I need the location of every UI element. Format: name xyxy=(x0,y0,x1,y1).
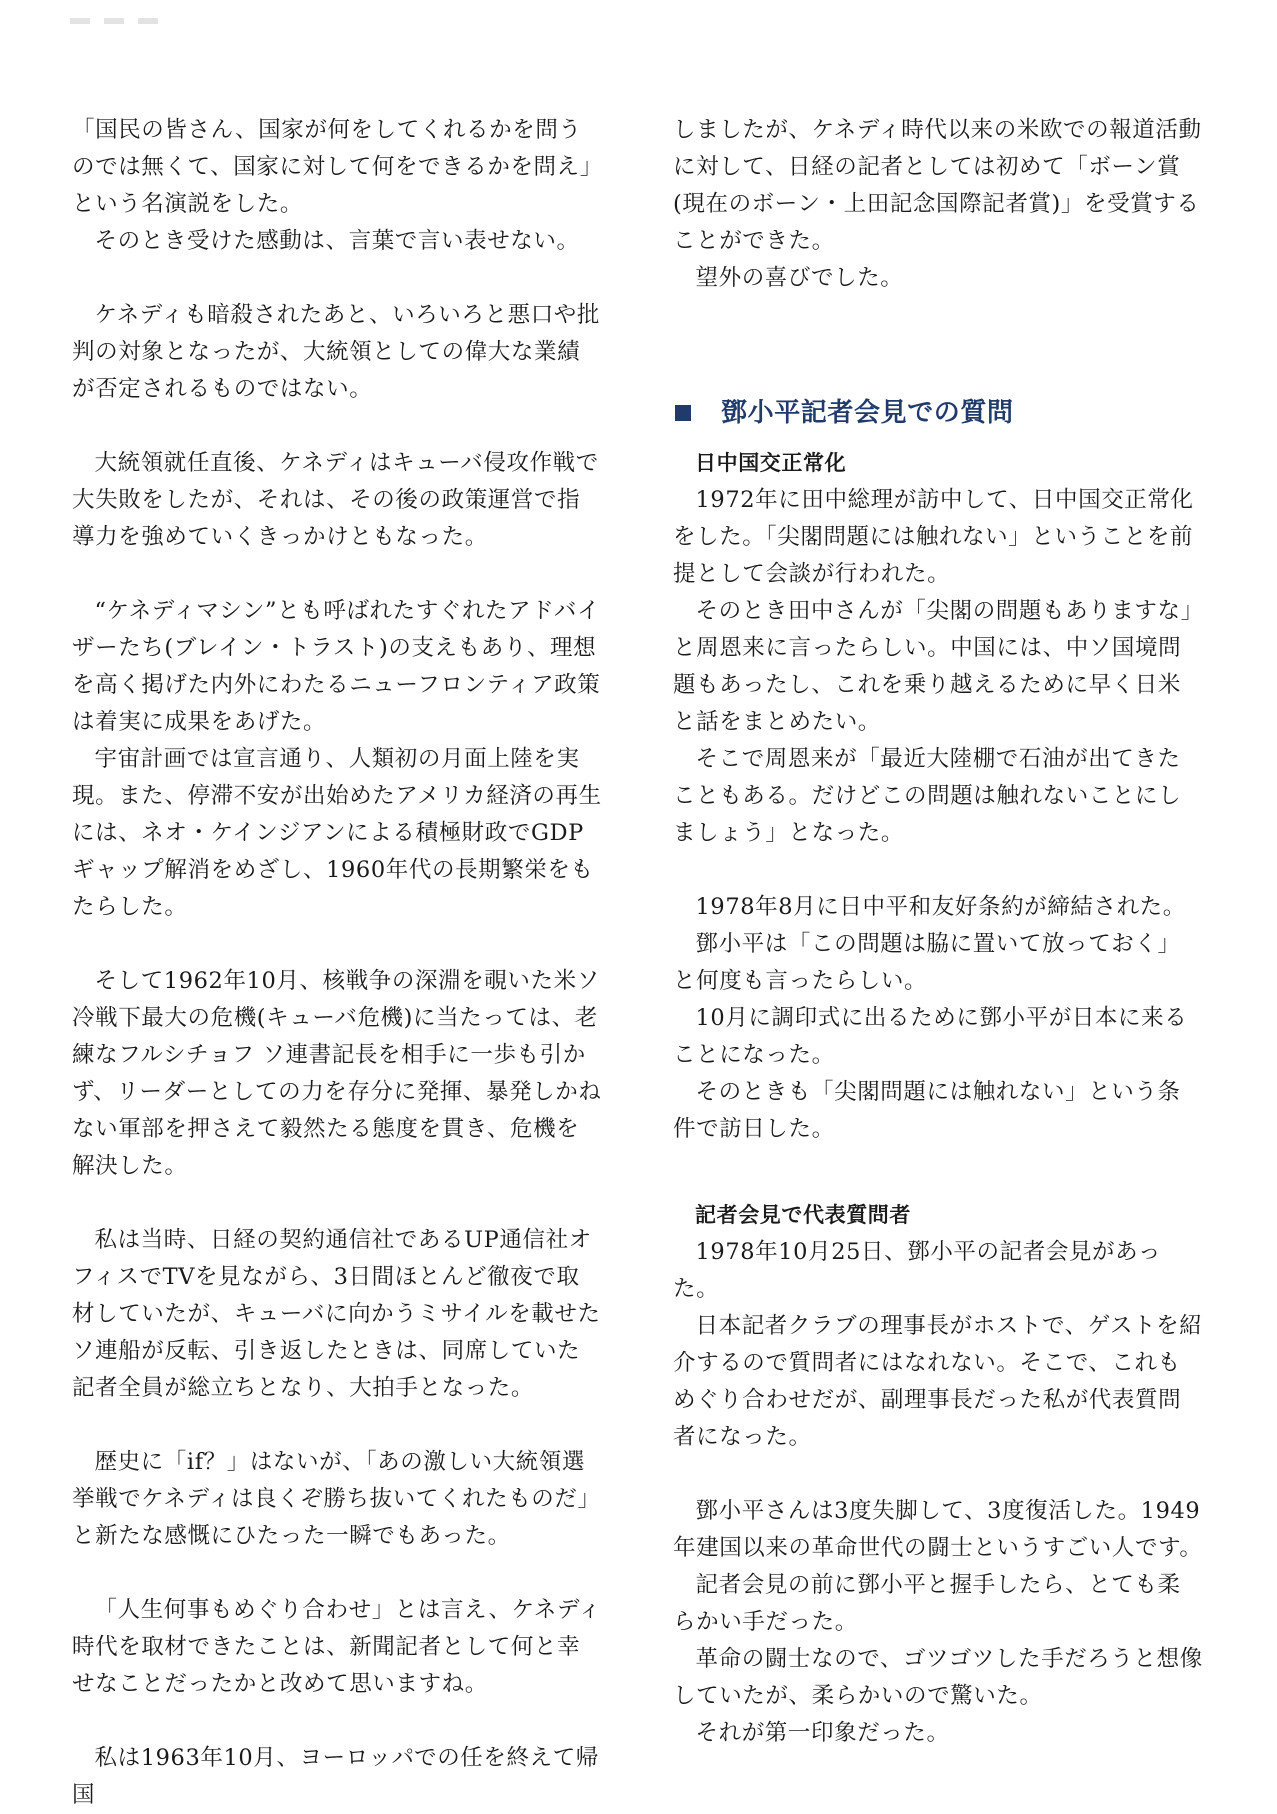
paragraph: しましたが、ケネディ時代以来の米欧での報道活動に対して、日経の記者としては初めて「ボーン賞(現在のボーン・上田記念国際記者賞)」を受賞することができた。 xyxy=(673,117,1202,254)
paragraph: それが第一印象だった。 xyxy=(695,1720,950,1746)
paragraph: 望外の喜びでした。 xyxy=(695,265,904,291)
paragraph: そのとき田中さんが「尖閣の問題もありますな」と周恩来に言ったらしい。中国には、中ソ国境問題もあったし、これを乗り越えるために早く日米と話をまとめたい。 xyxy=(673,598,1193,735)
paragraph: 1972年に田中総理が訪中して、日中国交正常化をした。「尖閣問題には触れない」ということを前提として会談が行われた。 xyxy=(673,487,1194,587)
sub-heading: 日中国交正常化 xyxy=(695,451,847,475)
sub-heading: 記者会見で代表質問者 xyxy=(695,1203,911,1227)
paragraph: 鄧小平さんは3度失脚して、3度復活した。1949年建国以来の革命世代の闘士というすごい人です。 xyxy=(673,1498,1203,1561)
header-decoration xyxy=(70,18,160,24)
paragraph: 私は当時、日経の契約通信社であるUP通信社オフィスでTVを見ながら、3日間ほとんど徹夜で取材していたが、キューバに向かうミサイルを載せたソ連船が反転、引き返したときは、同席していた記者全員が総立ちとなり、大拍手となった。 xyxy=(72,1227,601,1401)
paragraph: そこで周恩来が「最近大陸棚で石油が出てきたこともある。だけどこの問題は触れないことにしましょう」となった。 xyxy=(673,746,1182,846)
paragraph: 私は1963年10月、ヨーロッパでの任を終えて帰国 xyxy=(72,1745,599,1808)
paragraph: 大統領就任直後、ケネディはキューバ侵攻作戦で大失敗をしたが、それは、その後の政策運営で指導力を強めていくきっかけともなった。 xyxy=(72,450,599,550)
paragraph: 鄧小平は「この問題は脇に置いて放っておく」と何度も言ったらしい。 xyxy=(673,931,1181,994)
paragraph: 1978年8月に日中平和友好条約が締結された。 xyxy=(695,894,1186,920)
square-bullet-icon xyxy=(675,405,691,421)
paragraph: 日本記者クラブの理事長がホストで、ゲストを紹介するので質問者にはなれない。そこで、これもめぐり合わせだが、副理事長だった私が代表質問者になった。 xyxy=(673,1313,1203,1450)
paragraph: 歴史に「if？」はないが、「あの激しい大統領選挙戦でケネディは良くぞ勝ち抜いてくれたものだ」と新たな感慨にひたった一瞬でもあった。 xyxy=(72,1449,601,1549)
paragraph: “ケネディマシン”とも呼ばれたすぐれたアドバイザーたち(ブレイン・トラスト)の支えもあり、理想を高く掲げた内外にわたるニューフロンティア政策は着実に成果をあげた。 xyxy=(72,598,601,735)
section-heading-text: 鄧小平記者会見での質問 xyxy=(721,398,1014,428)
paragraph: 宇宙計画では宣言通り、人類初の月面上陸を実現。また、停滞不安が出始めたアメリカ経済の再生には、ネオ・ケインジアンによる積極財政でGDPギャップ解消をめざし、1960年代の長期繁栄をもたらした。 xyxy=(72,746,602,920)
paragraph: 「人生何事もめぐり合わせ」とは言え、ケネディ時代を取材できたことは、新聞記者として何と幸せなことだったかと改めて思いますね。 xyxy=(72,1597,602,1697)
paragraph: そして1962年10月、核戦争の深淵を覗いた米ソ冷戦下最大の危機(キューバ危機)に当たっては、老練なフルシチョフ ソ連書記長を相手に一歩も引かず、リーダーとしての力を存分に発揮、暴発しかねない軍部を押さえて毅然たる態度を貫き、危機を解決した。 xyxy=(72,968,602,1179)
left-column xyxy=(72,112,602,1814)
section-heading xyxy=(673,393,1203,433)
paragraph: 「国民の皆さん、国家が何をしてくれるかを問うのでは無くて、国家に対して何をできるかを問え」という名演説をした。 xyxy=(72,117,592,217)
right-column xyxy=(673,112,1203,1752)
paragraph: ケネディも暗殺されたあと、いろいろと悪口や批判の対象となったが、大統領としての偉大な業績が否定されるものではない。 xyxy=(72,302,601,402)
paragraph: そのとき受けた感動は、言葉で言い表せない。 xyxy=(94,228,580,254)
paragraph: 革命の闘士なので、ゴツゴツした手だろうと想像していたが、柔らかいので驚いた。 xyxy=(673,1646,1203,1709)
paragraph: そのときも「尖閣問題には触れない」という条件で訪日した。 xyxy=(673,1079,1181,1142)
paragraph: 1978年10月25日、鄧小平の記者会見があった。 xyxy=(673,1239,1162,1302)
paragraph: 記者会見の前に鄧小平と握手したら、とても柔らかい手だった。 xyxy=(673,1572,1181,1635)
paragraph: 10月に調印式に出るために鄧小平が日本に来ることになった。 xyxy=(673,1005,1188,1068)
